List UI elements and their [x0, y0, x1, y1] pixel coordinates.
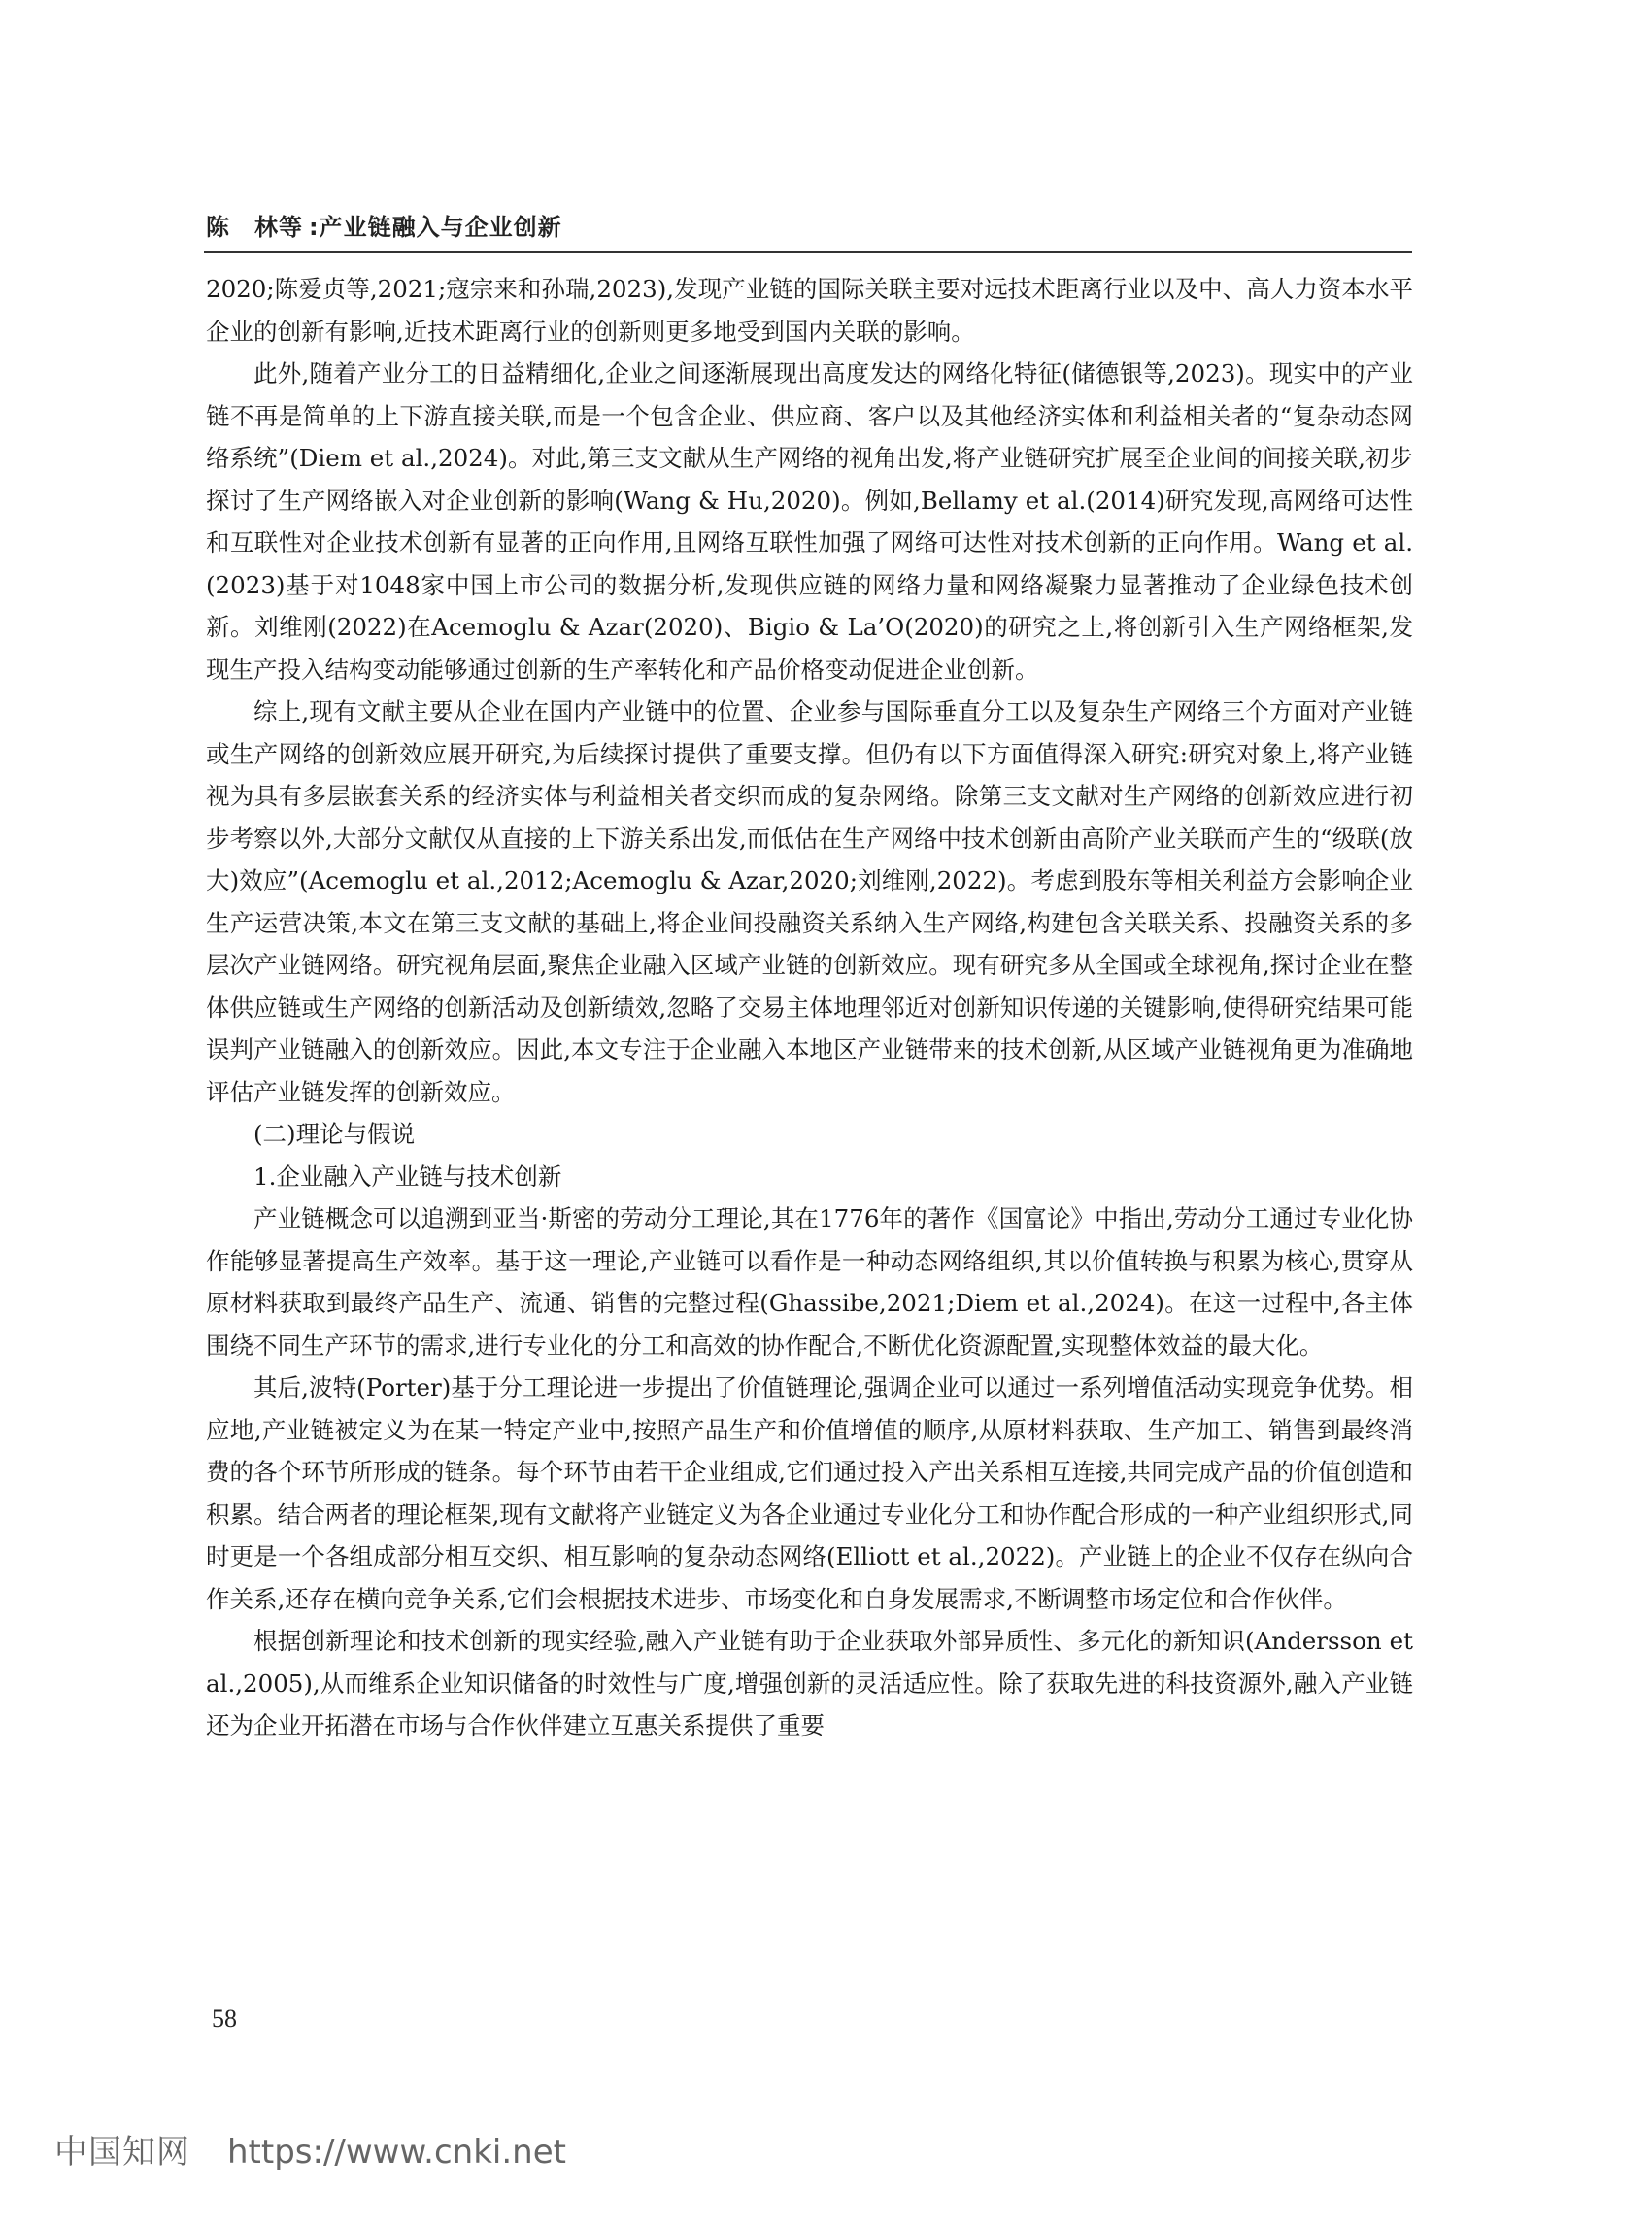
watermark-footer — [54, 2125, 566, 2173]
footer-site-name: 中国知网 — [54, 2133, 190, 2172]
section-heading-theory: (二)理论与假说 — [253, 1120, 416, 1148]
paragraph-production-network: 此外,随着产业分工的日益精细化,企业之间逐渐展现出高度发达的网络化特征(储德银等,2023)。现实中的产业链不再是简单的上下游直接关联,而是一个包含企业、供应商、客户以及其他经济实体和利益相关者的“复杂动态网络系统”(Diem et al.,2024)。对此,第三支文献从生产网络的视角出发,将产业链研究扩展至企业间的间接关联,初步探讨了生产网络嵌入对企业创新的影响(Wang & Hu,2020)。例如,Bellamy et al.(2014)研究发现,高网络可达性和互联性对企业技术创新有显著的正向作用,且网络互联性加强了网络可达性对技术创新的正向作用。Wang et al.(2023)基于对1048家中国上市公司的数据分析,发现供应链的网络力量和网络凝聚力显著推动了企业绿色技术创新。刘维刚(2022)在Acemoglu & Azar(2020)、Bigio & La’O(2020)的研究之上,将创新引入生产网络框架,发现生产投入结构变动能够通过创新的生产率转化和产品价格变动促进企业创新。 — [206, 359, 1413, 684]
header-rule — [204, 251, 1412, 253]
subsection-heading-1: 1.企业融入产业链与技术创新 — [253, 1162, 562, 1191]
running-head-title: :产业链融入与企业创新 — [309, 214, 562, 241]
paragraph-continued: 2020;陈爱贞等,2021;寇宗来和孙瑞,2023),发现产业链的国际关联主要对远技术距离行业以及中、高人力资本水平企业的创新有影响,近技术距离行业的创新则更多地受到国内关联的影响。 — [206, 275, 1413, 346]
paragraph-summary: 综上,现有文献主要从企业在国内产业链中的位置、企业参与国际垂直分工以及复杂生产网络三个方面对产业链或生产网络的创新效应展开研究,为后续探讨提供了重要支撑。但仍有以下方面值得深入研究:研究对象上,将产业链视为具有多层嵌套关系的经济实体与利益相关者交织而成的复杂网络。除第三支文献对生产网络的创新效应进行初步考察以外,大部分文献仅从直接的上下游关系出发,而低估在生产网络中技术创新由高阶产业关联而产生的“级联(放大)效应”(Acemoglu et al.,2012;Acemoglu & Azar,2020;刘维刚,2022)。考虑到股东等相关利益方会影响企业生产运营决策,本文在第三支文献的基础上,将企业间投融资关系纳入生产网络,构建包含关联关系、投融资关系的多层次产业链网络。研究视角层面,聚焦企业融入区域产业链的创新效应。现有研究多从全国或全球视角,探讨企业在整体供应链或生产网络的创新活动及创新绩效,忽略了交易主体地理邻近对创新知识传递的关键影响,使得研究结果可能误判产业链融入的创新效应。因此,本文专注于企业融入本地区产业链带来的技术创新,从区域产业链视角更为准确地评估产业链发挥的创新效应。 — [206, 697, 1413, 1106]
paragraph-division-of-labor: 产业链概念可以追溯到亚当·斯密的劳动分工理论,其在1776年的著作《国富论》中指出,劳动分工通过专业化协作能够显著提高生产效率。基于这一理论,产业链可以看作是一种动态网络组织,其以价值转换与积累为核心,贯穿从原材料获取到最终产品生产、流通、销售的完整过程(Ghassibe,2021;Diem et al.,2024)。在这一过程中,各主体围绕不同生产环节的需求,进行专业化的分工和高效的协作配合,不断优化资源配置,实现整体效益的最大化。 — [206, 1204, 1413, 1360]
paragraph-innovation-theory: 根据创新理论和技术创新的现实经验,融入产业链有助于企业获取外部异质性、多元化的新知识(Andersson et al.,2005),从而维系企业知识储备的时效性与广度,增强创新的灵活适应性。除了获取先进的科技资源外,融入产业链还为企业开拓潜在市场与合作伙伴建立互惠关系提供了重要 — [206, 1627, 1413, 1739]
running-head-author: 陈 林等 — [206, 214, 303, 241]
article-body — [206, 268, 1413, 1747]
footer-url[interactable]: https://www.cnki.net — [227, 2133, 566, 2172]
page-number: 58 — [212, 2005, 237, 2033]
paragraph-value-chain: 其后,波特(Porter)基于分工理论进一步提出了价值链理论,强调企业可以通过一系列增值活动实现竞争优势。相应地,产业链被定义为在某一特定产业中,按照产品生产和价值增值的顺序,从原材料获取、生产加工、销售到最终消费的各个环节所形成的链条。每个环节由若干企业组成,它们通过投入产出关系相互连接,共同完成产品的价值创造和积累。结合两者的理论框架,现有文献将产业链定义为各企业通过专业化分工和协作配合形成的一种产业组织形式,同时更是一个各组成部分相互交织、相互影响的复杂动态网络(Elliott et al.,2022)。产业链上的企业不仅存在纵向合作关系,还存在横向竞争关系,它们会根据技术进步、市场变化和自身发展需求,不断调整市场定位和合作伙伴。 — [206, 1373, 1413, 1613]
running-head — [206, 208, 562, 242]
